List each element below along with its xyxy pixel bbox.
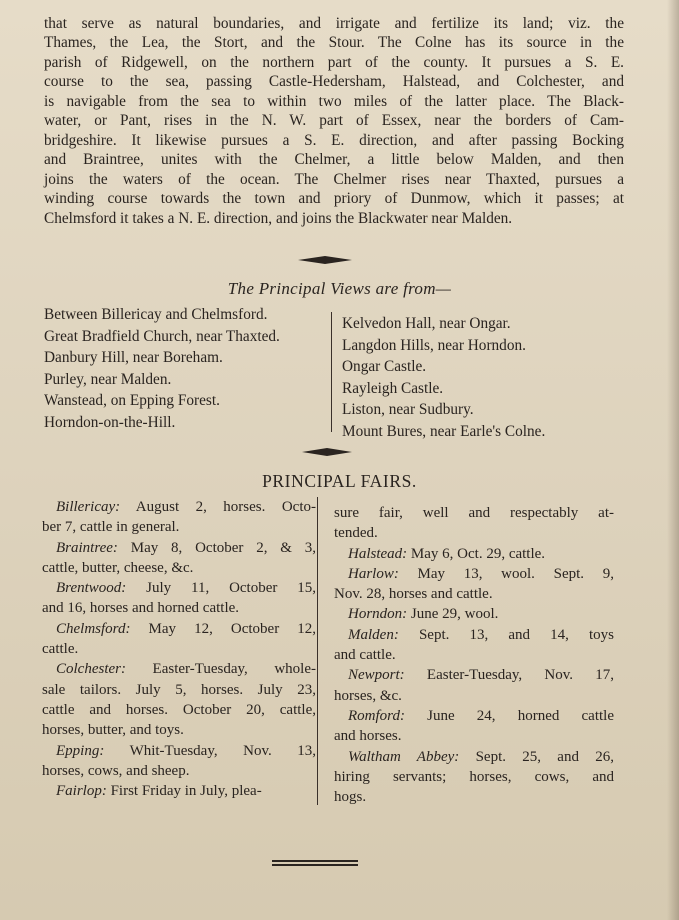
fair-entry-line (42, 517, 316, 537)
fair-entry-line (334, 564, 614, 584)
fair-entry-line (42, 558, 316, 578)
fair-entry-line (334, 767, 614, 787)
fair-details: and 16, horses and horned cattle. (42, 600, 240, 617)
fair-entry-line (42, 619, 316, 639)
fair-entry-line (42, 680, 316, 700)
fair-entry-line (334, 686, 614, 706)
fair-details: sure fair, well and respectably at- (334, 505, 614, 521)
intro-line: winding course towards the town and priory of Dunmow, which it passes; at (44, 190, 624, 208)
fair-details: First Friday in July, plea- (106, 783, 262, 800)
intro-line: that serve as natural boundaries, and irrigate and fertilize its land; viz. the (44, 15, 624, 32)
view-item: Between Billericay and Chelmsford. (44, 306, 268, 323)
intro-line: course to the sea, passing Castle-Hedersham, Halstead, and Colchester, and (44, 73, 624, 91)
fair-entry-line (42, 700, 316, 720)
fair-entry-line (42, 598, 316, 618)
fair-entry-line (334, 726, 614, 746)
intro-line: parish of Ridgewell, on the northern part of the county. It pursues a S. E. (44, 53, 624, 71)
fair-details: tended. (334, 525, 378, 542)
fair-town-name: Billericay: (56, 499, 121, 515)
fair-details: Easter-Tuesday, whole- (125, 661, 316, 678)
fair-details: May 6, Oct. 29, cattle. (407, 545, 546, 562)
fair-details: June 29, wool. (407, 606, 499, 623)
fair-entry-line (334, 787, 614, 807)
fair-details: July 11, October 15, (126, 580, 316, 597)
fair-details: Nov. 28, horses and cattle. (334, 586, 493, 603)
fair-details: cattle and horses. October 20, cattle, (42, 701, 316, 718)
views-heading: The Principal Views are from— (227, 279, 452, 298)
fair-entry-line (334, 706, 614, 726)
double-rule-divider (272, 860, 358, 866)
fair-details: hiring servants; horses, cows, and (334, 768, 614, 785)
fair-details: May 13, wool. Sept. 9, (398, 565, 614, 582)
fair-details: and horses. (334, 728, 402, 745)
fairs-left-column (42, 497, 316, 801)
fair-details: and cattle. (334, 647, 396, 664)
page-edge-shadow (667, 0, 679, 920)
intro-line: Chelmsford it takes a N. E. direction, and joins the Blackwater near Malden. (44, 209, 513, 227)
fair-details: ber 7, cattle in general. (42, 519, 180, 536)
view-item: Kelvedon Hall, near Ongar. (342, 315, 511, 332)
fair-entry-line (42, 497, 316, 517)
view-item: Mount Bures, near Earle's Colne. (342, 422, 546, 440)
intro-line: water, or Pant, rises in the N. W. part of Essex, near the borders of Cam- (44, 112, 624, 130)
fair-entry-line (334, 665, 614, 685)
fair-town-name: Waltham Abbey: (348, 748, 460, 765)
view-item: Rayleigh Castle. (342, 379, 444, 397)
view-item: Liston, near Sudbury. (342, 401, 474, 419)
view-item: Great Bradfield Church, near Thaxted. (44, 327, 280, 345)
fair-town-name: Braintree: (56, 539, 118, 556)
view-item: Wanstead, on Epping Forest. (44, 392, 220, 410)
fair-town-name: Romford: (348, 707, 405, 724)
fair-entry-line (42, 538, 316, 558)
views-left-column (44, 304, 334, 434)
fair-entry-line (334, 544, 614, 564)
fair-details: August 2, horses. Octo- (120, 499, 316, 515)
fair-town-name: Malden: (348, 626, 399, 643)
fair-town-name: Colchester: (56, 661, 126, 678)
fair-town-name: Harlow: (348, 565, 399, 582)
fair-entry-line (334, 747, 614, 767)
intro-line: joins the waters of the ocean. The Chelmer rises near Thaxted, pursues a (44, 170, 624, 188)
fair-town-name: Newport: (348, 667, 405, 684)
fair-town-name: Fairlop: (56, 783, 107, 800)
fair-entry-line (334, 604, 614, 624)
fair-details: hogs. (334, 789, 367, 806)
fair-details: May 8, October 2, & 3, (117, 539, 316, 556)
fair-entry-line (42, 639, 316, 659)
fair-entry-line (334, 503, 614, 523)
views-column-rule (331, 312, 332, 432)
fair-entry-line (42, 578, 316, 598)
fair-details: Whit-Tuesday, Nov. 13, (104, 742, 316, 759)
fair-town-name: Halstead: (348, 545, 408, 562)
intro-paragraph (44, 14, 624, 228)
view-item: Langdon Hills, near Horndon. (342, 336, 526, 354)
fair-entry-line (42, 781, 316, 801)
intro-line: and Braintree, unites with the Chelmer, a little below Malden, and then (44, 151, 624, 169)
fairs-title: PRINCIPAL FAIRS. (262, 471, 417, 491)
intro-line: Thames, the Lea, the Stort, and the Stour. The Colne has its source in the (44, 34, 624, 52)
fair-details: Easter-Tuesday, Nov. 17, (404, 667, 614, 684)
fair-town-name: Brentwood: (56, 580, 127, 597)
fair-entry-line (42, 761, 316, 781)
views-right-column (342, 313, 642, 443)
fair-town-name: Chelmsford: (56, 620, 131, 637)
fair-details: June 24, horned cattle (404, 707, 614, 724)
fair-entry-line (42, 741, 316, 761)
fairs-right-column (334, 503, 614, 807)
fair-details: sale tailors. July 5, horses. July 23, (42, 681, 316, 698)
fair-details: horses, butter, and toys. (42, 722, 184, 739)
intro-line: bridgeshire. It likewise pursues a S. E. direction, and after passing Bocking (44, 131, 624, 149)
fair-town-name: Epping: (56, 742, 105, 759)
fair-entry-line (42, 659, 316, 679)
fair-details: cattle. (42, 641, 79, 658)
ornament-divider-icon (298, 255, 352, 265)
fair-entry-line (334, 645, 614, 665)
view-item: Ongar Castle. (342, 358, 427, 376)
fair-town-name: Horndon: (348, 606, 408, 623)
intro-line: is navigable from the sea to within two miles of the latter place. The Black- (44, 92, 624, 110)
fair-entry-line (334, 584, 614, 604)
fair-details: horses, cows, and sheep. (42, 762, 190, 779)
ornament-divider-icon (302, 447, 352, 457)
fair-entry-line (334, 625, 614, 645)
fair-details: Sept. 13, and 14, toys (398, 626, 614, 643)
fairs-column-rule (317, 497, 318, 805)
fair-details: May 12, October 12, (130, 620, 316, 637)
view-item: Purley, near Malden. (44, 370, 172, 388)
fair-entry-line (334, 523, 614, 543)
view-item: Horndon-on-the-Hill. (44, 413, 176, 431)
fair-entry-line (42, 720, 316, 740)
fair-details: horses, &c. (334, 687, 402, 704)
fair-details: Sept. 25, and 26, (459, 748, 614, 765)
fair-details: cattle, butter, cheese, &c. (42, 559, 194, 576)
view-item: Danbury Hill, near Boreham. (44, 349, 223, 367)
